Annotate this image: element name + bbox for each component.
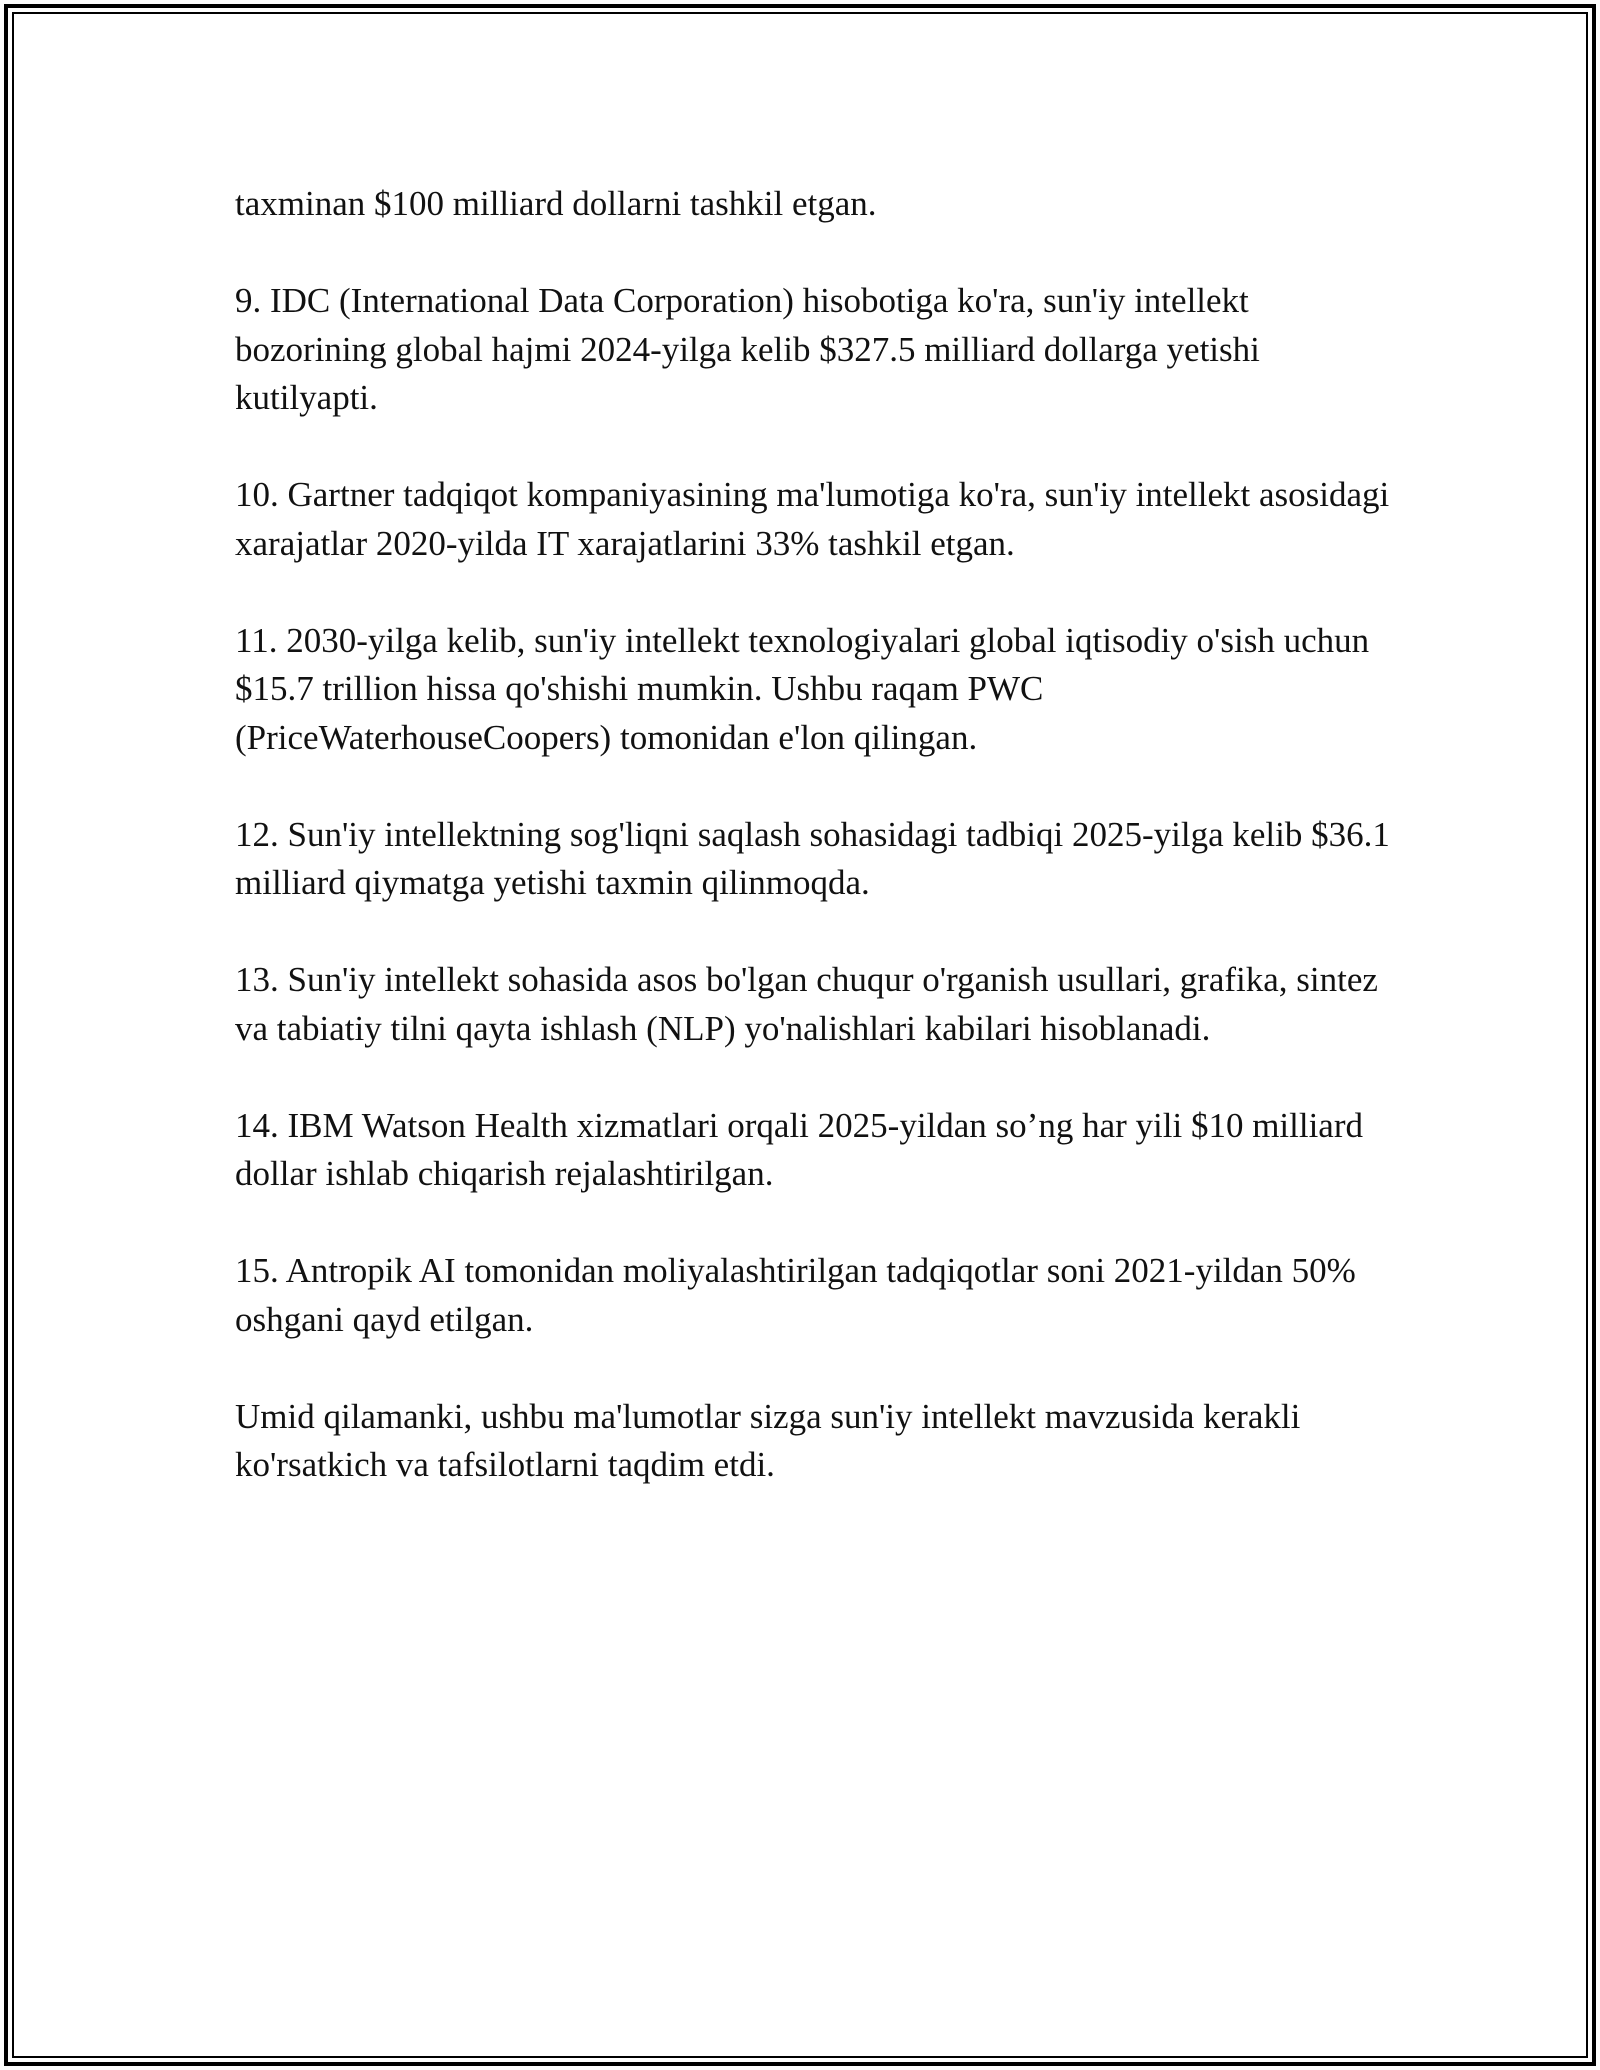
document-body bbox=[235, 180, 1395, 1538]
paragraph-item-12: 12. Sun'iy intellektning sog'liqni saqlash sohasidagi tadbiqi 2025-yilga kelib $36.1 milliard qiymatga yetishi taxmin qilinmoqda. bbox=[235, 814, 1390, 902]
paragraph-continuation: taxminan $100 milliard dollarni tashkil etgan. bbox=[235, 184, 877, 223]
paragraph-item-10: 10. Gartner tadqiqot kompaniyasining ma'lumotiga ko'ra, sun'iy intellekt asosidagi xarajatlar 2020-yilda IT xarajatlarini 33% tashkil etgan. bbox=[235, 475, 1390, 563]
paragraph-item-9: 9. IDC (International Data Corporation) hisobotiga ko'ra, sun'iy intellekt bozorining global hajmi 2024-yilga kelib $327.5 milliard dollarga yetishi kutilyapti. bbox=[235, 281, 1260, 417]
paragraph-closing: Umid qilamanki, ushbu ma'lumotlar sizga sun'iy intellekt mavzusida kerakli ko'rsatkich va tafsilotlarni taqdim etdi. bbox=[235, 1396, 1301, 1484]
paragraph-item-13: 13. Sun'iy intellekt sohasida asos bo'lgan chuqur o'rganish usullari, grafika, sintez va tabiatiy tilni qayta ishlash (NLP) yo'nalishlari kabilari hisoblanadi. bbox=[235, 960, 1378, 1048]
paragraph-item-14: 14. IBM Watson Health xizmatlari orqali 2025-yildan so’ng har yili $10 milliard dollar ishlab chiqarish rejalashtirilgan. bbox=[235, 1105, 1363, 1193]
paragraph-item-11: 11. 2030-yilga kelib, sun'iy intellekt texnologiyalari global iqtisodiy o'sish uchun $15.7 trillion hissa qo'shishi mumkin. Ushbu raqam PWC (PriceWaterhouseCoopers) tomonidan e'lon qilingan. bbox=[235, 620, 1370, 757]
paragraph-item-15: 15. Antropik AI tomonidan moliyalashtirilgan tadqiqotlar soni 2021-yildan 50% oshgani qayd etilgan. bbox=[235, 1251, 1356, 1339]
